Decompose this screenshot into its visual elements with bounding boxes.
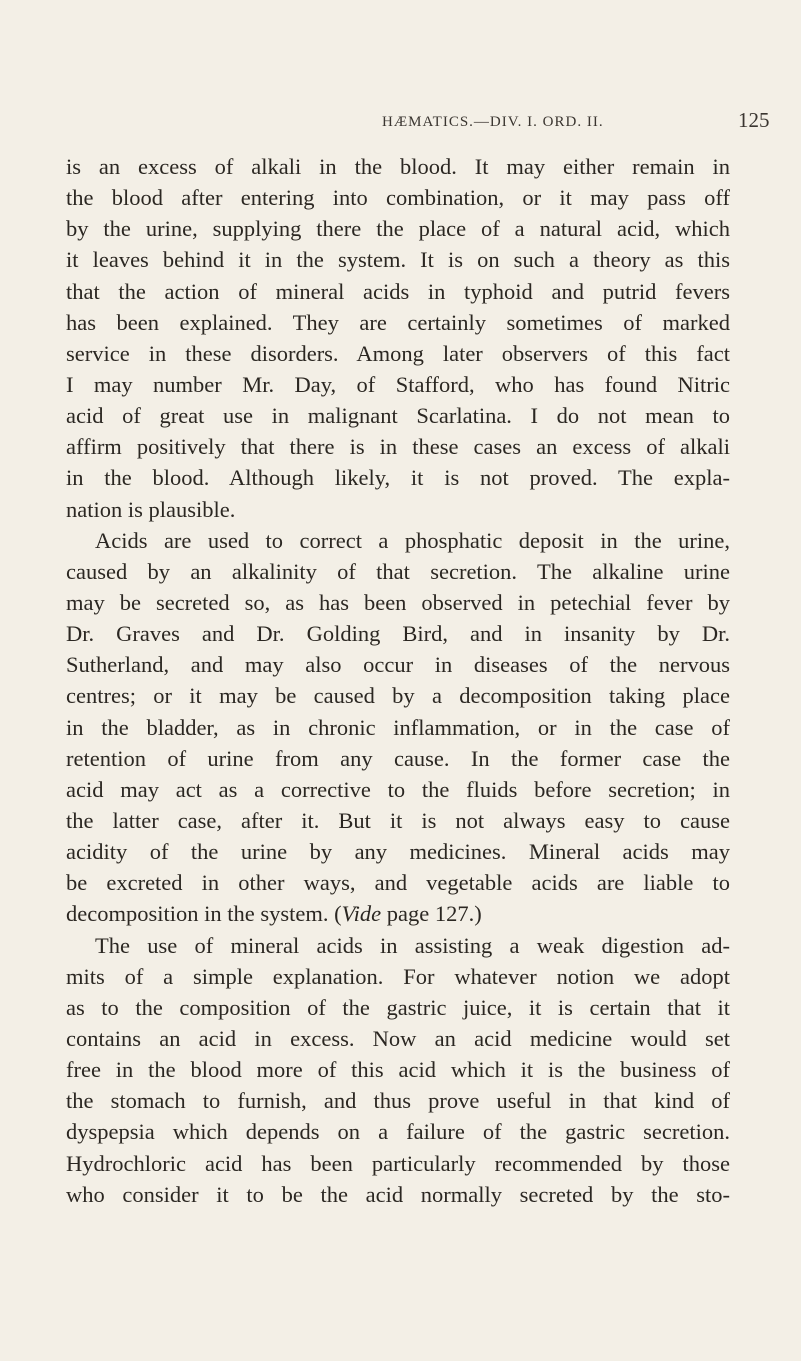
text-line: the stomach to furnish, and thus prove useful in that kind of	[66, 1088, 730, 1114]
text-line: service in these disorders. Among later observers of this fact	[66, 340, 730, 366]
text-line: retention of urine from any cause. In the former case the	[66, 745, 730, 771]
text-line: who consider it to be the acid normally secreted by the sto-	[66, 1181, 730, 1207]
paragraph-start-line: The use of mineral acids in assisting a weak digestion ad-	[95, 932, 730, 958]
text-line: in the bladder, as in chronic inflammation, or in the case of	[66, 714, 730, 740]
text-line: by the urine, supplying there the place of a natural acid, which	[66, 216, 730, 242]
text-line: be excreted in other ways, and vegetable acids are liable to	[66, 870, 730, 896]
text-line: I may number Mr. Day, of Stafford, who has found Nitric	[66, 371, 730, 397]
text-line: dyspepsia which depends on a failure of the gastric secretion.	[66, 1119, 730, 1145]
running-title: HÆMATICS.—DIV. I. ORD. II.	[382, 114, 604, 130]
text-line: may be secreted so, as has been observed in petechial fever by	[66, 589, 730, 615]
text-line: has been explained. They are certainly sometimes of marked	[66, 309, 730, 335]
page-number: 125	[738, 108, 770, 132]
text-line: is an excess of alkali in the blood. It may either remain in	[66, 154, 730, 179]
text-line: Dr. Graves and Dr. Golding Bird, and in insanity by Dr.	[66, 621, 730, 647]
text-line: it leaves behind it in the system. It is on such a theory as this	[66, 247, 730, 273]
text-line: acidity of the urine by any medicines. Mineral acids may	[66, 839, 730, 865]
text-line: mits of a simple explanation. For whatever notion we adopt	[66, 963, 730, 989]
line-text-after-reference: page 127.)	[381, 901, 482, 927]
text-line: Sutherland, and may also occur in diseases of the nervous	[66, 652, 730, 678]
text-line: Hydrochloric acid has been particularly recommended by those	[66, 1150, 730, 1176]
text-line: affirm positively that there is in these cases an excess of alkali	[66, 434, 730, 460]
text-line: acid may act as a corrective to the fluids before secretion; in	[66, 776, 730, 802]
text-line: caused by an alkalinity of that secretion. The alkaline urine	[66, 558, 730, 584]
text-line: as to the composition of the gastric juice, it is certain that it	[66, 994, 730, 1020]
text-line: free in the blood more of this acid which it is the business of	[66, 1057, 730, 1083]
text-line: the blood after entering into combination, or it may pass off	[66, 185, 730, 211]
text-line: acid of great use in malignant Scarlatina. I do not mean to	[66, 403, 730, 429]
body-text	[66, 151, 730, 1210]
text-line: centres; or it may be caused by a decomposition taking place	[66, 683, 730, 709]
line-text-before-reference: decomposition in the system. (	[66, 901, 342, 927]
text-line: nation is plausible.	[66, 496, 236, 522]
paragraph-start-line: Acids are used to correct a phosphatic deposit in the urine,	[95, 527, 730, 553]
text-line-with-reference	[66, 898, 730, 929]
text-line: that the action of mineral acids in typhoid and putrid fevers	[66, 278, 730, 304]
vide-italic: Vide	[341, 901, 382, 927]
text-line: the latter case, after it. But it is not always easy to cause	[66, 807, 730, 833]
text-line: in the blood. Although likely, it is not proved. The expla-	[66, 465, 730, 491]
text-line: contains an acid in excess. Now an acid medicine would set	[66, 1025, 730, 1051]
